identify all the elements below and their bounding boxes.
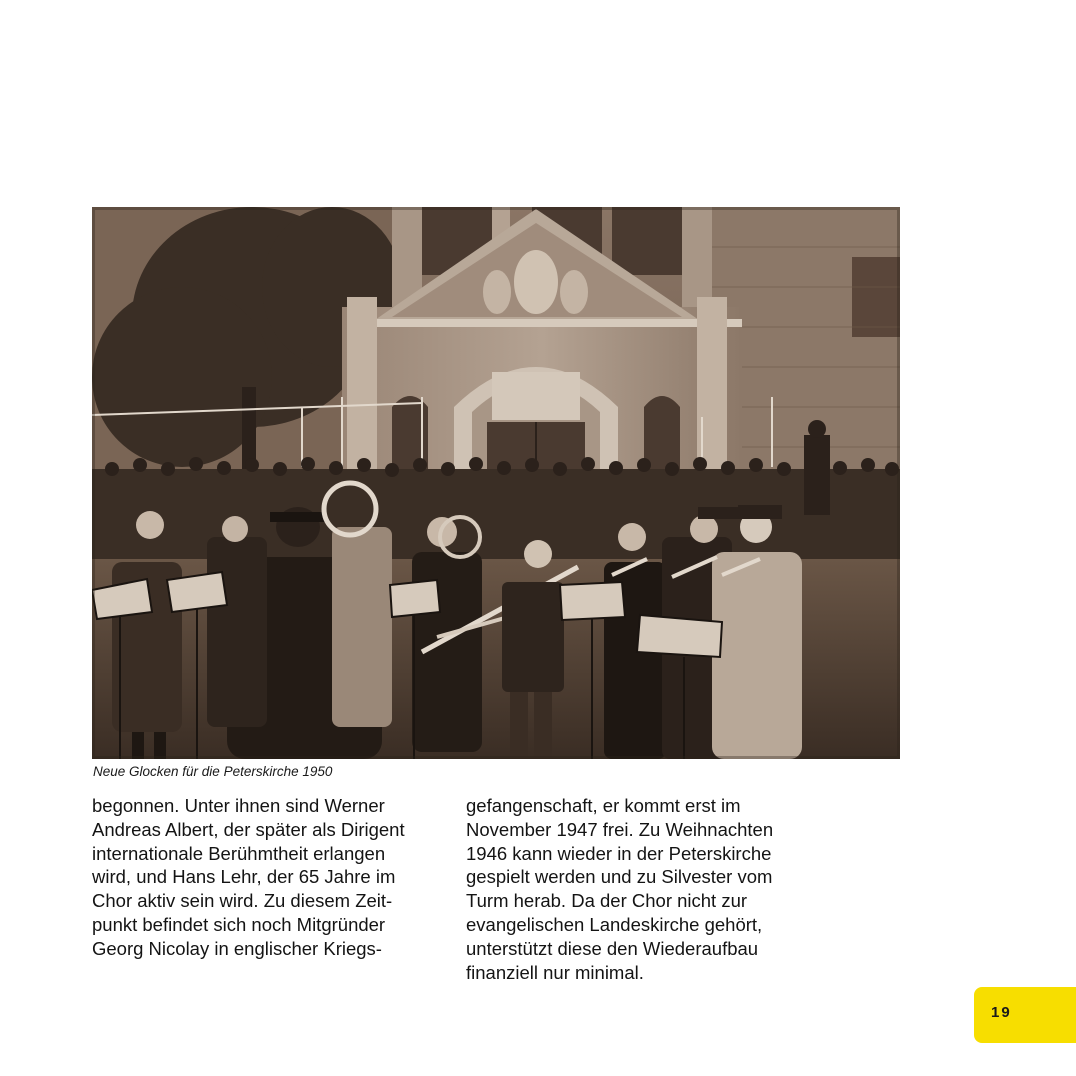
text-column-left (92, 794, 462, 961)
photo-caption: Neue Glocken für die Peterskirche 1950 (93, 764, 333, 779)
text-line: punkt befindet sich noch Mitgründer (92, 913, 386, 935)
text-line: 1946 kann wieder in der Peterskirche (466, 842, 772, 864)
text-line: Turm herab. Da der Chor nicht zur (466, 890, 748, 912)
photo-illustration (92, 207, 900, 759)
text-line: evangelischen Landeskirche gehört, (466, 913, 763, 935)
text-line: Andreas Albert, der später als Dirigent (92, 818, 405, 840)
text-line: unterstützt diese den Wiederaufbau (466, 937, 759, 959)
church-facade (342, 207, 742, 507)
church-brass-band-photo (92, 207, 900, 759)
text-line: Georg Nicolay in englischer Kriegs- (92, 937, 382, 959)
text-line: internationale Berühmtheit erlangen (92, 842, 386, 864)
text-line: November 1947 frei. Zu Weihnachten (466, 818, 774, 840)
text-line: gespielt werden und zu Silvester vom (466, 866, 773, 888)
text-line: begonnen. Unter ihnen sind Werner (92, 795, 385, 816)
text-column-right (466, 794, 846, 984)
page-number-tab (974, 987, 1076, 1043)
text-line: wird, und Hans Lehr, der 65 Jahre im (92, 866, 396, 888)
text-line: Chor aktiv sein wird. Zu diesem Zeit- (92, 890, 393, 912)
page-number: 19 (991, 1004, 1012, 1021)
text-line: gefangenschaft, er kommt erst im (466, 795, 741, 816)
text-line: finanziell nur minimal. (466, 961, 644, 983)
